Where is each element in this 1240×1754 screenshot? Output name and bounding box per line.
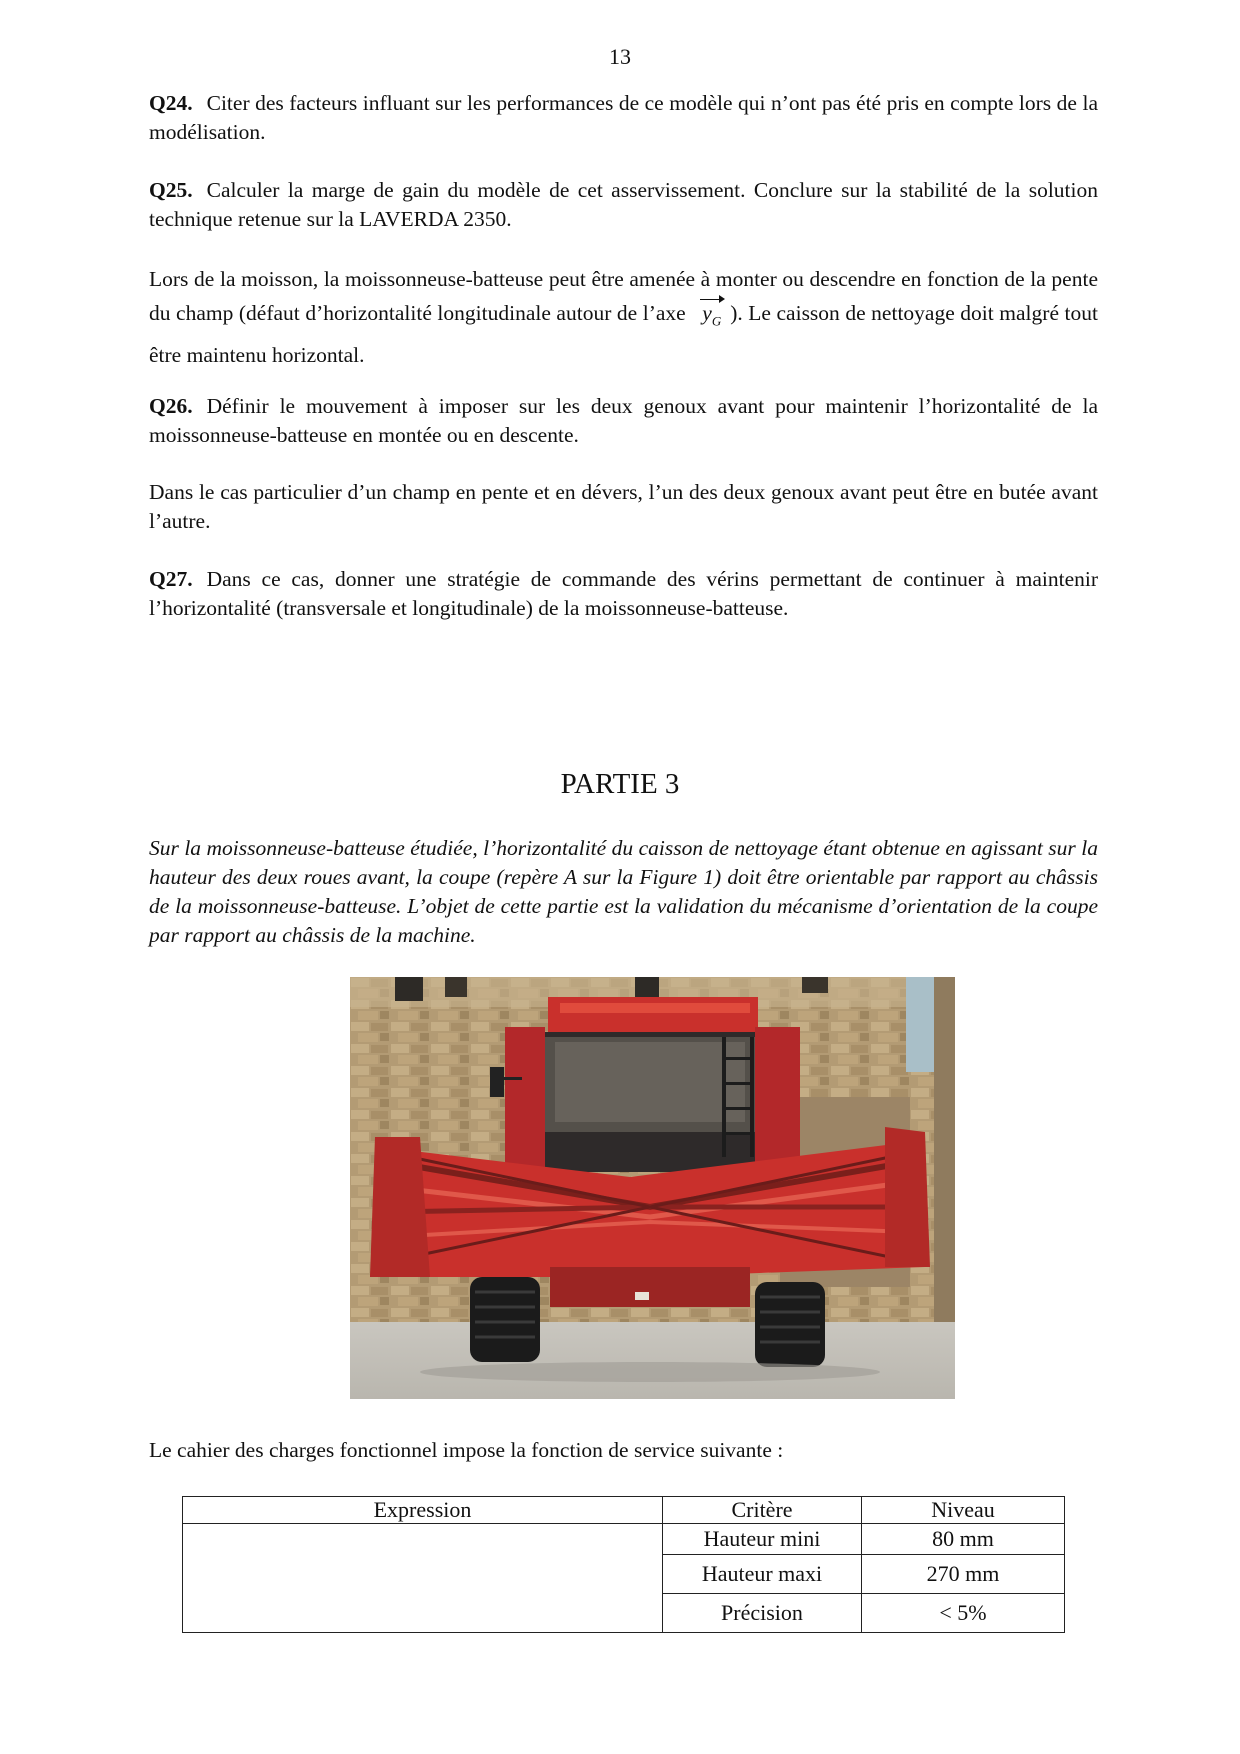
axis-vector-yg [699,296,724,338]
question-text: Définir le mouvement à imposer sur les deux genoux avant pour maintenir l’horizontalité de la moissonneuse-batteuse en montée ou en descente. [149,394,1098,447]
table-row [183,1524,1065,1555]
vector-subscript: G [711,313,722,329]
vector-symbol: y [702,301,712,325]
paragraph-text-end: ). Le caisson de nettoyage doit malgré tout être maintenu horizontal. [149,301,1098,368]
column-header-niveau: Niveau [862,1497,1065,1524]
niveau-cell: 80 mm [862,1524,1065,1555]
question-q27 [149,565,1098,623]
service-function-table [182,1496,1065,1633]
paragraph-text: Lors de la moisson, la moissonneuse-batteuse peut être amenée à monter ou descendre en fonction de la pente du champ (défaut d’horizontalité longitudinale autour de l’axe [149,267,1098,325]
paragraph-moisson [149,262,1098,372]
question-label: Q27. [149,567,193,591]
critere-cell: Hauteur mini [663,1524,862,1555]
expression-cell [183,1524,663,1633]
column-header-critere: Critère [663,1497,862,1524]
question-q24 [149,89,1098,147]
question-label: Q26. [149,394,193,418]
combine-harvester-photo [350,977,955,1399]
paragraph-cahier: Le cahier des charges fonctionnel impose la fonction de service suivante : [149,1438,784,1462]
paragraph-text: Dans le cas particulier d’un champ en pente et en dévers, l’un des deux genoux avant peut être en butée avant l’autre. [149,480,1098,533]
part-intro: Sur la moissonneuse-batteuse étudiée, l’horizontalité du caisson de nettoyage étant obtenue en agissant sur la hauteur des deux roues avant, la coupe (repère A sur la Figure 1) doit être orientable par rapport au châssis de la moissonneuse-batteuse. L’objet de cette partie est la validation du mécanisme d’orientation de la coupe par rapport au châssis de la machine. [149,836,1098,947]
question-text: Calculer la marge de gain du modèle de cet asservissement. Conclure sur la stabilité de la solution technique retenue sur la LAVERDA 2350. [149,178,1098,231]
question-text: Dans ce cas, donner une stratégie de commande des vérins permettant de continuer à maintenir l’horizontalité (transversale et longitudinale) de la moissonneuse-batteuse. [149,567,1098,620]
question-text: Citer des facteurs influant sur les performances de ce modèle qui n’ont pas été pris en compte lors de la modélisation. [149,91,1098,144]
question-label: Q24. [149,91,193,115]
page-number: 13 [609,44,631,69]
paragraph-champ-pente [149,478,1098,536]
critere-cell: Précision [663,1594,862,1633]
niveau-cell: < 5% [862,1594,1065,1633]
question-q26 [149,392,1098,450]
question-q25 [149,176,1098,234]
niveau-cell: 270 mm [862,1555,1065,1594]
column-header-expression: Expression [183,1497,663,1524]
critere-cell: Hauteur maxi [663,1555,862,1594]
question-label: Q25. [149,178,193,202]
part-title: PARTIE 3 [560,768,680,800]
table-header-row [183,1497,1065,1524]
